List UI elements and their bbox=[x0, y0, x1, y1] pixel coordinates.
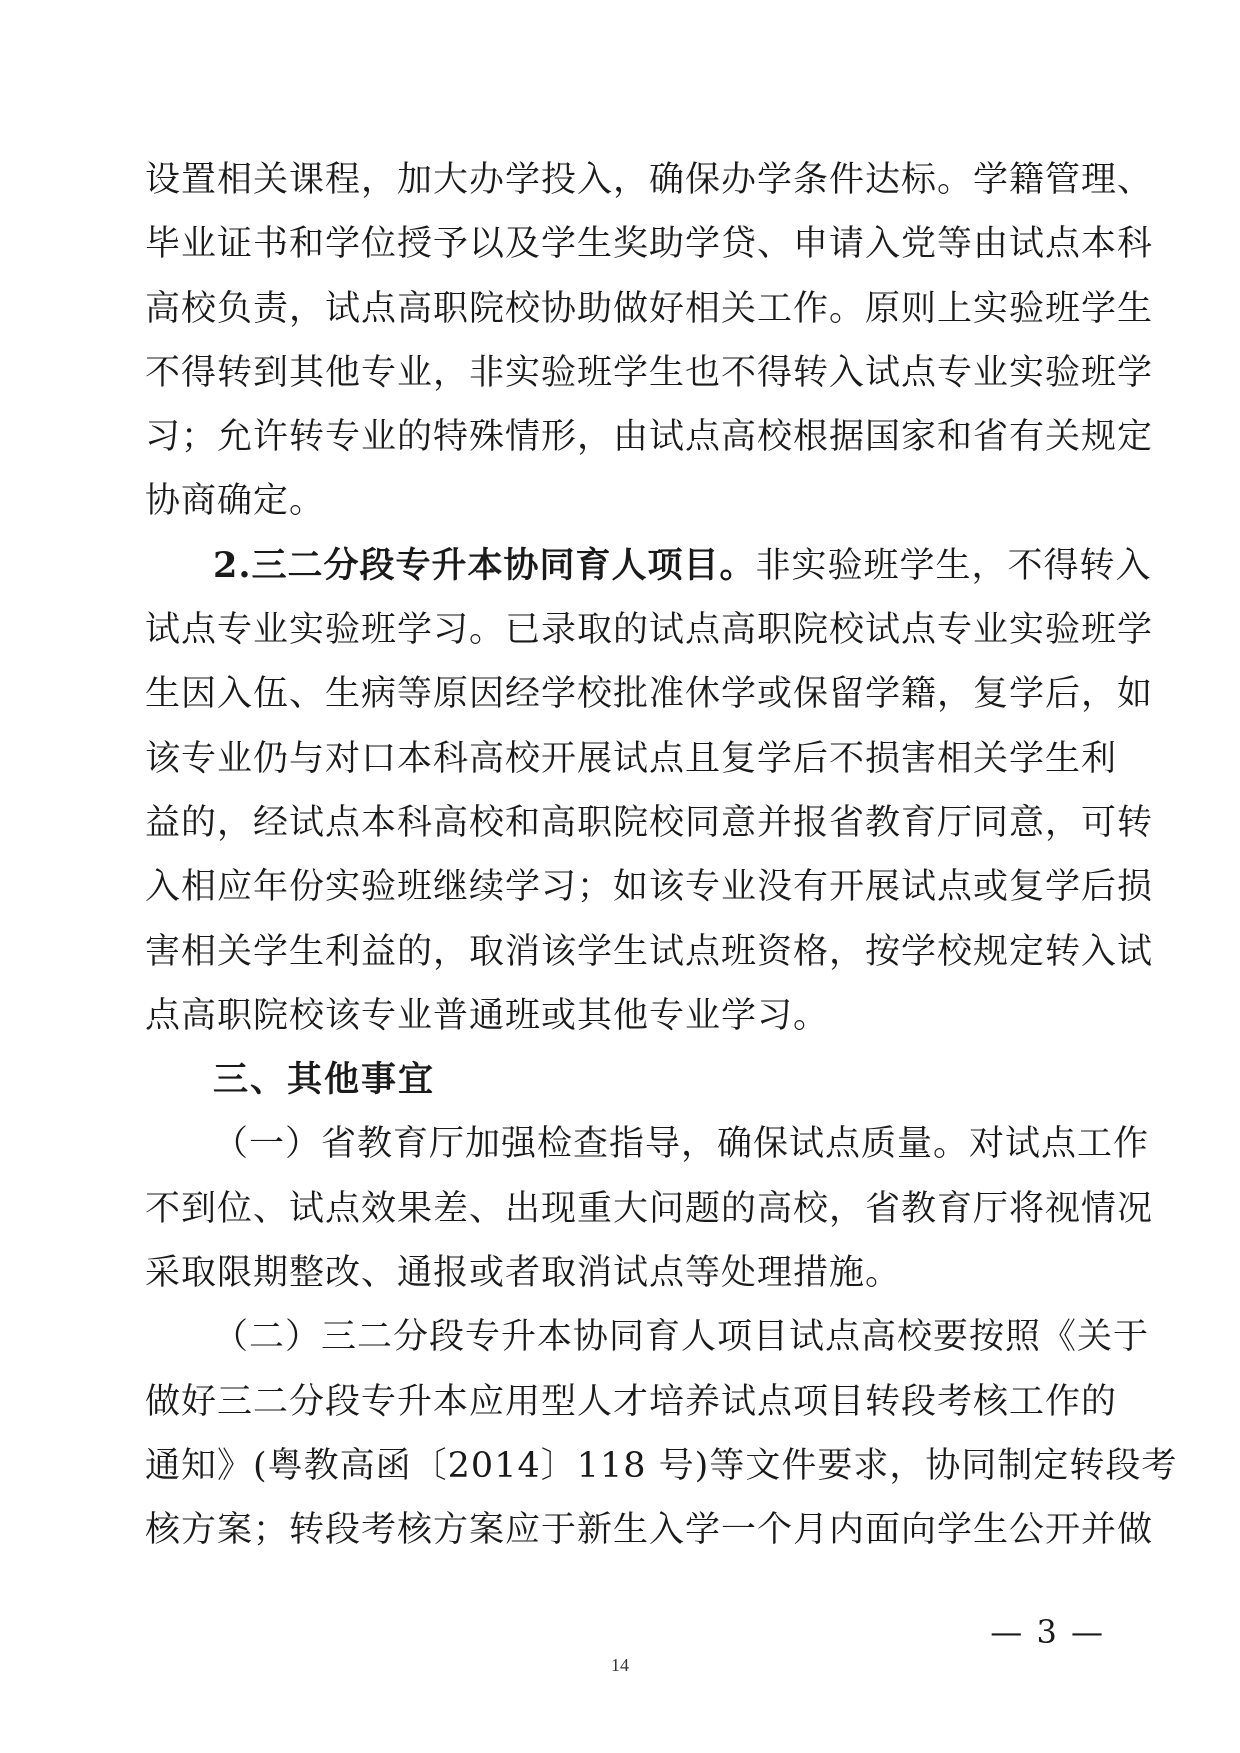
text-line: 入相应年份实验班继续学习；如该专业没有开展试点或复学后损 bbox=[145, 867, 1154, 908]
text-line: 协商确定。 bbox=[145, 481, 326, 522]
paragraph-2 bbox=[145, 534, 1154, 1048]
text-line: 生因入伍、生病等原因经学校批准休学或保留学籍，复学后，如 bbox=[145, 674, 1154, 715]
paragraph-lead-rest: 非实验班学生，不得转入 bbox=[755, 545, 1152, 586]
text-line: 害相关学生利益的，取消该学生试点班资格，按学校规定转入试 bbox=[145, 931, 1154, 972]
text-line: 不到位、试点效果差、出现重大问题的高校，省教育厅将视情况 bbox=[145, 1188, 1154, 1229]
section-heading bbox=[145, 1048, 1105, 1112]
paragraph-4 bbox=[145, 1305, 1178, 1562]
text-line: 核方案；转段考核方案应于新生入学一个月内面向学生公开并做 bbox=[145, 1510, 1154, 1551]
text-line: 点高职院校该专业普通班或其他专业学习。 bbox=[145, 995, 830, 1036]
text-line: 不得转到其他专业，非实验班学生也不得转入试点专业实验班学 bbox=[145, 352, 1154, 393]
paragraph-lead: 2.三二分段专升本协同育人项目。 bbox=[213, 544, 756, 586]
text-line: 益的，经试点本科高校和高职院校同意并报省教育厅同意，可转 bbox=[145, 802, 1154, 843]
text-line bbox=[145, 534, 1152, 598]
text-line: 采取限期整改、通报或者取消试点等处理措施。 bbox=[145, 1253, 902, 1294]
text-line: 做好三二分段专升本应用型人才培养试点项目转段考核工作的 bbox=[145, 1381, 1118, 1422]
text-line: 毕业证书和学位授予以及学生奖助学贷、申请入党等由试点本科 bbox=[145, 224, 1154, 265]
text-line: 设置相关课程，加大办学投入，确保办学条件达标。学籍管理、 bbox=[145, 160, 1154, 200]
footer-page-index: 14 bbox=[611, 1655, 629, 1675]
text-line: 该专业仍与对口本科高校开展试点且复学后不损害相关学生利 bbox=[145, 738, 1118, 779]
paragraph-1 bbox=[145, 148, 1154, 534]
text-line: （一）省教育厅加强检查指导，确保试点质量。对试点工作 bbox=[213, 1124, 1150, 1165]
section-heading-text: 三、其他事宜 bbox=[213, 1060, 436, 1101]
text-line: 习；允许转专业的特殊情形，由试点高校根据国家和省有关规定 bbox=[145, 417, 1154, 458]
text-line: 通知》(粤教高函〔2014〕118 号)等文件要求，协同制定转段考 bbox=[145, 1445, 1178, 1486]
page-number: — 3 — bbox=[990, 1613, 1105, 1651]
text-line: （二）三二分段专升本协同育人项目试点高校要按照《关于 bbox=[213, 1317, 1150, 1358]
text-line: 试点专业实验班学习。已录取的试点高职院校试点专业实验班学 bbox=[145, 610, 1154, 651]
document-body bbox=[145, 148, 1178, 1563]
paragraph-3 bbox=[145, 1112, 1154, 1305]
text-line: 高校负责，试点高职院校协助做好相关工作。原则上实验班学生 bbox=[145, 288, 1154, 329]
